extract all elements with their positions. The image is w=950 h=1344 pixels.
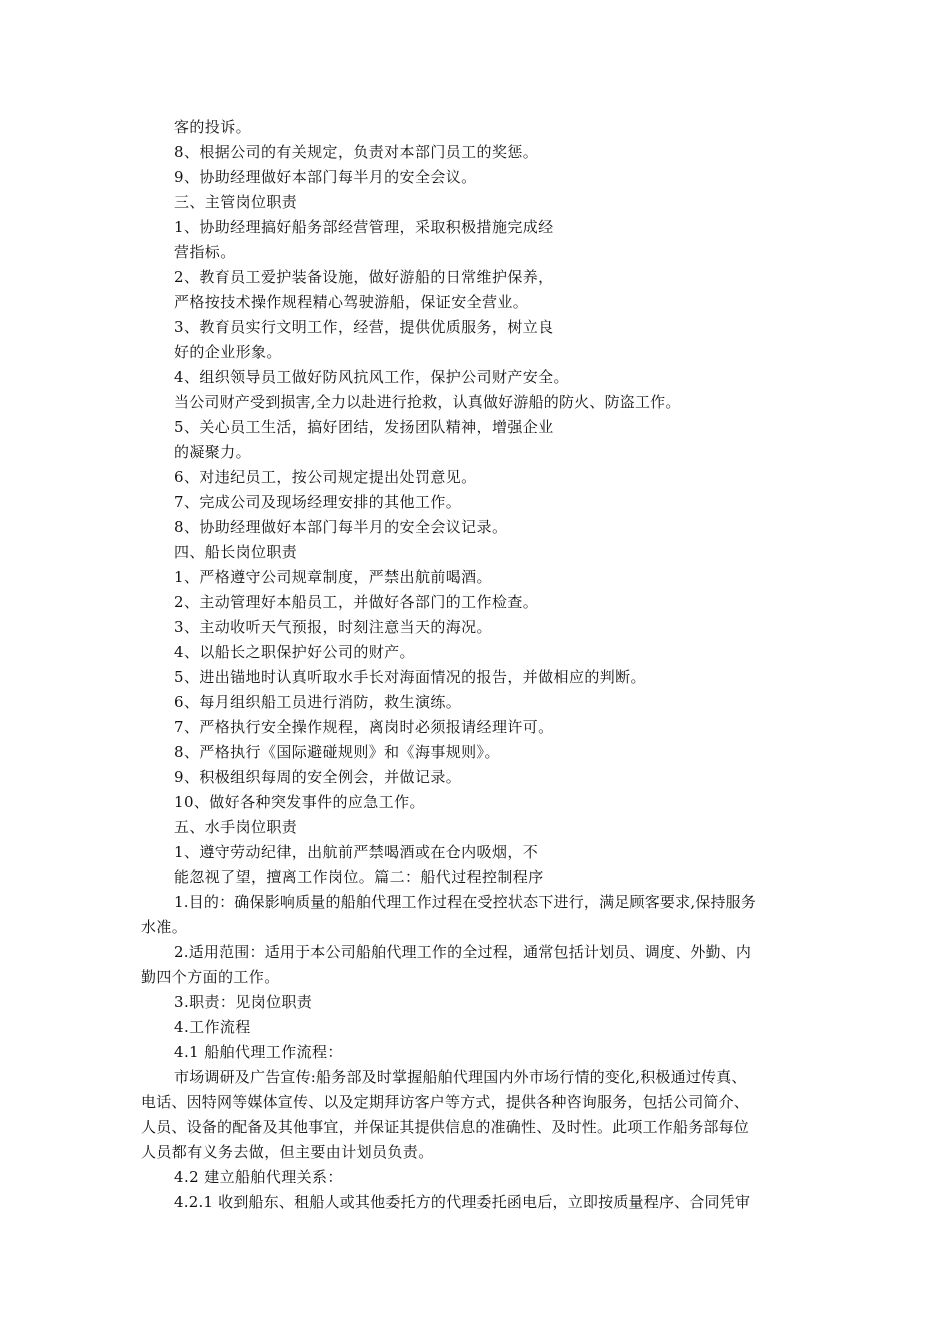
text-line: 4.2.1 收到船东、租船人或其他委托方的代理委托函电后，立即按质量程序、合同凭审 xyxy=(174,1193,751,1211)
text-line: 3.职责：见岗位职责 xyxy=(174,993,313,1011)
text-line: 4、组织领导员工做好防风抗风工作，保护公司财产安全。 xyxy=(174,368,569,386)
text-line: 5、关心员工生活，搞好团结，发扬团队精神，增强企业 xyxy=(174,418,554,436)
text-line: 2、教育员工爱护装备设施，做好游船的日常维护保养， xyxy=(174,268,554,286)
section-heading: 三、主管岗位职责 xyxy=(174,193,298,211)
text-line: 营指标。 xyxy=(174,243,236,261)
section-heading: 四、船长岗位职责 xyxy=(174,543,298,561)
text-line: 人员、设备的配备及其他事宜，并保证其提供信息的准确性、及时性。此项工作船务部每位 xyxy=(141,1118,750,1136)
text-line: 6、对违纪员工，按公司规定提出处罚意见。 xyxy=(174,468,477,486)
text-line: 4、以船长之职保护好公司的财产。 xyxy=(174,643,415,661)
text-line: 5、进出锚地时认真听取水手长对海面情况的报告，并做相应的判断。 xyxy=(174,668,646,686)
text-line: 1、遵守劳动纪律，出航前严禁喝酒或在仓内吸烟，不 xyxy=(174,843,539,861)
text-line: 3、主动收听天气预报，时刻注意当天的海况。 xyxy=(174,618,492,636)
text-line: 10、做好各种突发事件的应急工作。 xyxy=(174,793,425,811)
text-line: 3、教育员实行文明工作，经营，提供优质服务，树立良 xyxy=(174,318,554,336)
text-line: 2、主动管理好本船员工，并做好各部门的工作检查。 xyxy=(174,593,539,611)
text-line: 7、严格执行安全操作规程，离岗时必须报请经理许可。 xyxy=(174,718,554,736)
text-line: 严格按技术操作规程精心驾驶游船，保证安全营业。 xyxy=(174,293,529,311)
text-line: 1、协助经理搞好船务部经营管理，采取积极措施完成经 xyxy=(174,218,554,236)
text-line: 人员都有义务去做，但主要由计划员负责。 xyxy=(141,1143,434,1161)
text-line: 电话、因特网等媒体宣传、以及定期拜访客户等方式，提供各种咨询服务，包括公司简介、 xyxy=(141,1093,750,1111)
text-line: 勤四个方面的工作。 xyxy=(141,968,280,986)
text-line: 4.2 建立船舶代理关系： xyxy=(174,1168,343,1186)
text-line: 能忽视了望，擅离工作岗位。篇二：船代过程控制程序 xyxy=(174,868,544,886)
text-line: 6、每月组织船工员进行消防，救生演练。 xyxy=(174,693,462,711)
text-line: 市场调研及广告宣传:船务部及时掌握船舶代理国内外市场行情的变化,积极通过传真、 xyxy=(174,1068,747,1086)
section-heading: 五、水手岗位职责 xyxy=(174,818,298,836)
text-line: 当公司财产受到损害,全力以赴进行抢救，认真做好游船的防火、防盗工作。 xyxy=(174,393,681,411)
section-heading: 4.工作流程 xyxy=(174,1018,251,1036)
text-line: 4.1 船舶代理工作流程： xyxy=(174,1043,343,1061)
text-line: 客的投诉。 xyxy=(174,118,252,136)
text-line: 水准。 xyxy=(141,918,188,936)
text-line: 好的企业形象。 xyxy=(174,343,282,361)
text-line: 8、根据公司的有关规定，负责对本部门员工的奖惩。 xyxy=(174,143,539,161)
text-line: 7、完成公司及现场经理安排的其他工作。 xyxy=(174,493,462,511)
text-line: 9、积极组织每周的安全例会，并做记录。 xyxy=(174,768,462,786)
text-line: 9、协助经理做好本部门每半月的安全会议。 xyxy=(174,168,477,186)
text-line: 8、协助经理做好本部门每半月的安全会议记录。 xyxy=(174,518,508,536)
text-line: 的凝聚力。 xyxy=(174,443,252,461)
text-line: 1、严格遵守公司规章制度，严禁出航前喝酒。 xyxy=(174,568,492,586)
text-line: 1.目的：确保影响质量的船舶代理工作过程在受控状态下进行，满足顾客要求,保持服务 xyxy=(174,893,757,911)
text-line: 8、严格执行《国际避碰规则》和《海事规则》。 xyxy=(174,743,500,761)
text-line: 2.适用范围：适用于本公司船舶代理工作的全过程，通常包括计划员、调度、外勤、内 xyxy=(174,943,752,961)
